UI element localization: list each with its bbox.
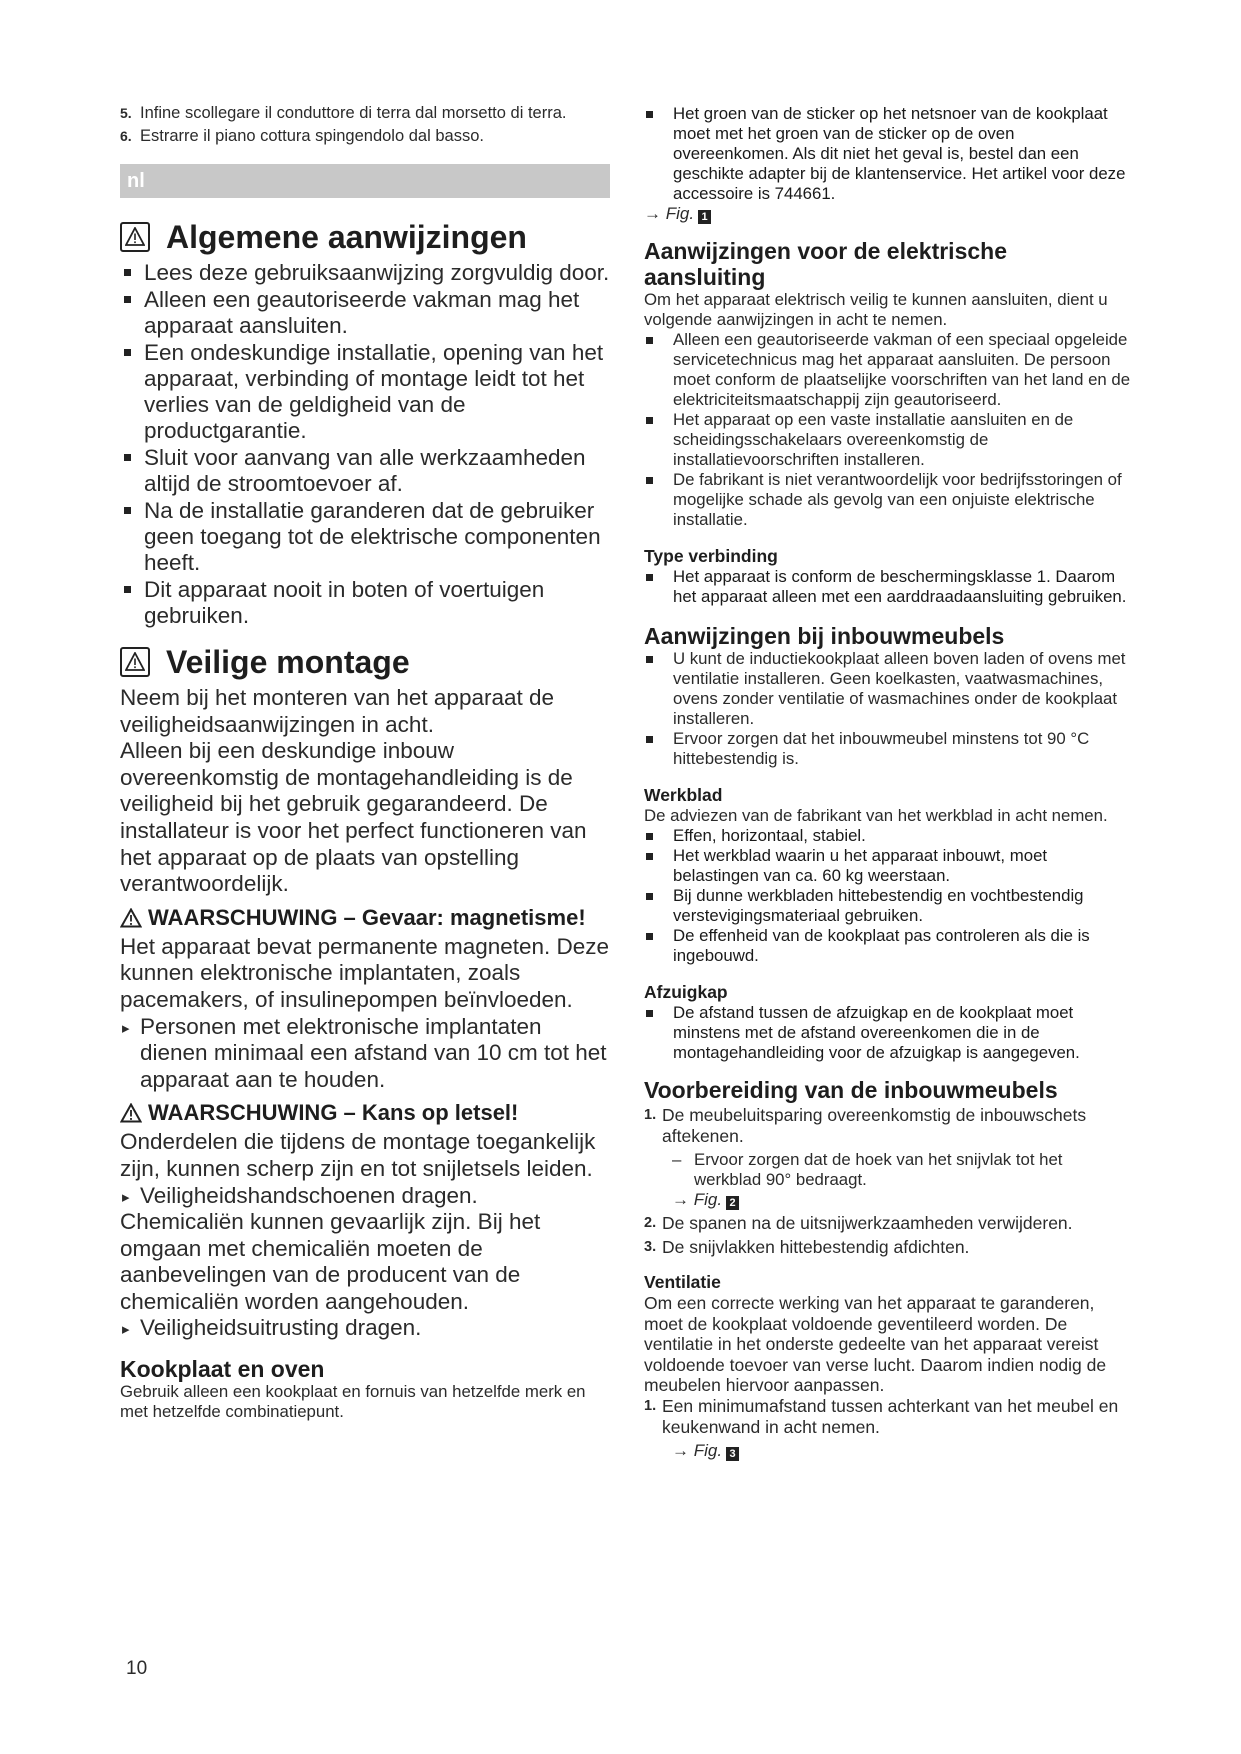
safe-paragraph-1: Neem bij het monteren van het apparaat de veiligheidsaanwijzingen in acht. <box>120 685 555 737</box>
step-text: Estrarre il piano cottura spingendolo dal basso. <box>140 126 484 145</box>
list-item-text: Het apparaat is conform de beschermingsklasse 1. Daarom het apparaat alleen met een aarddraadaansluiting gebruiken. <box>673 567 1127 606</box>
safe-title-text: Veilige montage <box>166 644 410 680</box>
step-text: De spanen na de uitsnijwerkzaamheden verwijderen. <box>662 1213 1073 1233</box>
list-item-text: Het groen van de sticker op het netsnoer van de kookplaat moet met het groen van de sticker op de oven overeenkomen. Als dit niet het geval is, bestel dan een geschikte adapter bij de klantenservice. Het artikel voor deze accessoire is 744661. <box>673 104 1126 203</box>
bullet-icon <box>124 586 131 593</box>
safe-paragraph-2: Alleen bij een deskundige inbouw overeenkomstig de montagehandleiding is de veiligheid bij het gebruik gegarandeerd. De installateur is voor het perfect functioneren van het apparaat op de plaats van opstelling verantwoordelijk. <box>120 738 587 897</box>
arrow-icon: ▸ <box>122 1019 130 1037</box>
list-item <box>644 330 1134 410</box>
electric-intro: Om het apparaat elektrisch veilig te kunnen aansluiten, dient u volgende aanwijzingen in acht te nemen. <box>644 290 1108 329</box>
step-text: De meubeluitsparing overeenkomstig de inbouwschets aftekenen. <box>662 1105 1087 1146</box>
bullet-icon <box>124 454 131 461</box>
type-title: Type verbinding <box>644 546 778 566</box>
figure-number-badge: 3 <box>726 1447 739 1461</box>
list-item-text: De fabrikant is niet verantwoordelijk voor bedrijfsstoringen of mogelijke schade als gevolg van een onjuiste elektrische installatie. <box>673 470 1122 529</box>
removal-steps <box>120 104 610 146</box>
worktop-title: Werkblad <box>644 785 723 805</box>
hood-list <box>644 1003 1134 1063</box>
step-number: 2. <box>644 1215 657 1231</box>
figure-reference <box>644 1441 1134 1461</box>
electric-title: Aanwijzingen voor de elektrische aansluiting <box>644 238 1007 290</box>
prep-steps-continued <box>644 1213 1134 1258</box>
warning-box-icon <box>120 647 150 677</box>
bullet-icon <box>646 111 653 118</box>
bullet-icon <box>124 269 131 276</box>
list-item-text: Een ondeskundige installatie, opening van het apparaat, verbinding of montage leidt tot het verlies van de geldigheid van de productgarantie. <box>144 340 604 443</box>
action-item <box>120 1014 610 1094</box>
list-item <box>644 470 1134 530</box>
bullet-icon <box>646 933 653 940</box>
list-item-text: Sluit voor aanvang van alle werkzaamheden altijd de stroomtoevoer af. <box>144 445 586 496</box>
warning-triangle-icon <box>120 907 142 934</box>
list-item <box>120 577 610 629</box>
list-item <box>644 1396 1134 1438</box>
list-item <box>120 287 610 339</box>
hob-title: Kookplaat en oven <box>120 1356 325 1383</box>
list-item-text: Effen, horizontaal, stabiel. <box>673 826 866 845</box>
furniture-list <box>644 649 1134 769</box>
arrow-icon: ▸ <box>122 1321 130 1339</box>
prep-title: Voorbereiding van de inbouwmeubels <box>644 1077 1058 1103</box>
warning-injury-title <box>120 1099 610 1129</box>
list-item-text: Het werkblad waarin u het apparaat inbouwt, moet belastingen van ca. 60 kg weerstaan. <box>673 846 1048 885</box>
bullet-icon <box>646 477 653 484</box>
hob-text: Gebruik alleen een kookplaat en fornuis van hetzelfde merk en met hetzelfde combinatiepunt. <box>120 1382 586 1422</box>
list-item <box>120 340 610 444</box>
furniture-title: Aanwijzingen bij inbouwmeubels <box>644 623 1005 649</box>
list-item-text: Lees deze gebruiksaanwijzing zorgvuldig door. <box>144 260 610 285</box>
list-item-text: Alleen een geautoriseerde vakman mag het apparaat aansluiten. <box>144 287 580 338</box>
action-item <box>120 1315 610 1342</box>
vent-steps <box>644 1396 1134 1438</box>
bullet-icon <box>646 337 653 344</box>
step-number: 3. <box>644 1239 657 1255</box>
left-column <box>120 104 610 1422</box>
arrow-icon: ▸ <box>122 1188 130 1206</box>
bullet-icon <box>124 507 131 514</box>
action-text: Veiligheidshandschoenen dragen. <box>140 1182 478 1208</box>
list-item-text: Ervoor zorgen dat het inbouwmeubel minstens tot 90 °C hittebestendig is. <box>673 729 1090 768</box>
step-text: Infine scollegare il conduttore di terra dal morsetto di terra. <box>140 104 567 122</box>
list-item-text: De effenheid van de kookplaat pas controleren als die is ingebouwd. <box>673 926 1090 965</box>
bullet-icon <box>124 349 131 356</box>
warning-title-text: WAARSCHUWING – Kans op letsel! <box>148 1100 519 1126</box>
prep-steps <box>644 1105 1134 1147</box>
bullet-icon <box>646 574 653 581</box>
figure-label: → Fig. <box>672 1190 723 1209</box>
step-number: 1. <box>644 1397 657 1414</box>
list-item-text: De afstand tussen de afzuigkap en de kookplaat moet minstens met de afstand overeenkomen die in de montagehandleiding voor de afzuigkap is aangegeven. <box>673 1003 1080 1062</box>
warning-magnetism-title <box>120 904 610 934</box>
step-text: De snijvlakken hittebestendig afdichten. <box>662 1237 970 1257</box>
list-item <box>644 104 1134 204</box>
warning-triangle-icon <box>120 1102 142 1129</box>
action-text: Veiligheidsuitrusting dragen. <box>140 1315 422 1341</box>
sticker-list <box>644 104 1134 204</box>
figure-number-badge: 2 <box>726 1196 739 1210</box>
list-item-text: Het apparaat op een vaste installatie aansluiten en de scheidingsschakelaars overeenkomstig de installatievoorschriften installeren. <box>673 410 1074 469</box>
warning-title-text: WAARSCHUWING – Gevaar: magnetisme! <box>148 904 586 930</box>
step-text: Een minimumafstand tussen achterkant van het meubel en keukenwand in acht nemen. <box>662 1395 1119 1437</box>
list-item <box>644 410 1134 470</box>
vent-intro: Om een correcte werking van het apparaat te garanderen, moet de kookplaat voldoende geventileerd worden. De ventilatie in het onderste gedeelte van het apparaat vereist voldoende toevoer van verse lucht. Daarom indien nodig de meubelen hiervoor aanpassen. <box>644 1293 1107 1395</box>
general-title <box>120 218 610 256</box>
bullet-icon <box>646 1010 653 1017</box>
list-item <box>120 498 610 576</box>
bullet-icon <box>646 853 653 860</box>
list-item <box>120 104 610 124</box>
step-number: 5. <box>120 105 132 121</box>
list-item <box>644 1105 1134 1147</box>
bullet-icon <box>646 656 653 663</box>
step-number: 6. <box>120 127 132 144</box>
warning-magnetism-text: Het apparaat bevat permanente magneten. Deze kunnen elektronische implantaten, zoals pacemakers, of insulinepompen beïnvloeden. <box>120 933 610 1012</box>
bullet-icon <box>646 833 653 840</box>
bullet-icon <box>646 893 653 900</box>
warning-injury-text: Onderdelen die tijdens de montage toegankelijk zijn, kunnen scherp zijn en tot snijletsels leiden. <box>120 1129 596 1181</box>
list-item <box>644 1003 1134 1063</box>
dash-icon: – <box>672 1150 682 1169</box>
list-item <box>644 1237 1134 1258</box>
figure-number-badge: 1 <box>698 210 711 224</box>
list-item <box>644 826 1134 846</box>
list-item <box>644 1213 1134 1234</box>
list-item <box>644 729 1134 769</box>
sub-step <box>644 1150 1134 1190</box>
electric-list <box>644 330 1134 530</box>
page-number: 10 <box>126 1658 148 1679</box>
chemicals-text: Chemicaliën kunnen gevaarlijk zijn. Bij het omgaan met chemicaliën moeten de aanbevelingen van de producent van de chemicaliën worden aangehouden. <box>120 1209 541 1314</box>
language-bar: nl <box>120 164 610 198</box>
list-item-text: U kunt de inductiekookplaat alleen boven laden of ovens met ventilatie installeren. Geen koelkasten, vaatwasmachines, ovens zonder ventilatie of wasmachines onder de kookplaat installeren. <box>673 649 1126 728</box>
hood-title: Afzuigkap <box>644 982 728 1002</box>
list-item-text: Na de installatie garanderen dat de gebruiker geen toegang tot de elektrische componenten heeft. <box>144 498 601 575</box>
list-item <box>644 886 1134 926</box>
list-item <box>644 567 1134 607</box>
list-item-text: Alleen een geautoriseerde vakman of een speciaal opgeleide servicetechnicus mag het apparaat aansluiten. De persoon moet conform de plaatselijke voorschriften van het land en de elektriciteitsmaatschappij zijn geautoriseerd. <box>673 330 1131 409</box>
figure-reference <box>644 204 1134 224</box>
worktop-intro: De adviezen van de fabrikant van het werkblad in acht nemen. <box>644 806 1108 825</box>
list-item <box>644 846 1134 886</box>
action-item <box>120 1183 610 1210</box>
list-item <box>120 260 610 286</box>
list-item-text: Bij dunne werkbladen hittebestendig en vochtbestendig verstevigingsmateriaal gebruiken. <box>673 886 1084 925</box>
figure-label: → Fig. <box>644 204 695 223</box>
figure-reference <box>644 1190 1134 1210</box>
list-item <box>644 649 1134 729</box>
bullet-icon <box>646 417 653 424</box>
general-list <box>120 260 610 629</box>
list-item <box>120 127 610 147</box>
action-text: Personen met elektronische implantaten dienen minimaal een afstand van 10 cm tot het apparaat aan te houden. <box>140 1013 607 1092</box>
general-title-text: Algemene aanwijzingen <box>166 219 527 255</box>
warning-box-icon <box>120 222 150 252</box>
type-list <box>644 567 1134 607</box>
right-column <box>644 104 1134 1461</box>
worktop-list <box>644 826 1134 966</box>
vent-title: Ventilatie <box>644 1272 721 1292</box>
safe-title <box>120 643 610 681</box>
bullet-icon <box>646 736 653 743</box>
list-item <box>120 445 610 497</box>
figure-label: → Fig. <box>672 1440 723 1460</box>
sub-step-text: Ervoor zorgen dat de hoek van het snijvlak tot het werkblad 90° bedraagt. <box>694 1150 1063 1189</box>
list-item-text: Dit apparaat nooit in boten of voertuigen gebruiken. <box>144 577 545 628</box>
bullet-icon <box>124 296 131 303</box>
list-item <box>644 926 1134 966</box>
step-number: 1. <box>644 1107 657 1123</box>
